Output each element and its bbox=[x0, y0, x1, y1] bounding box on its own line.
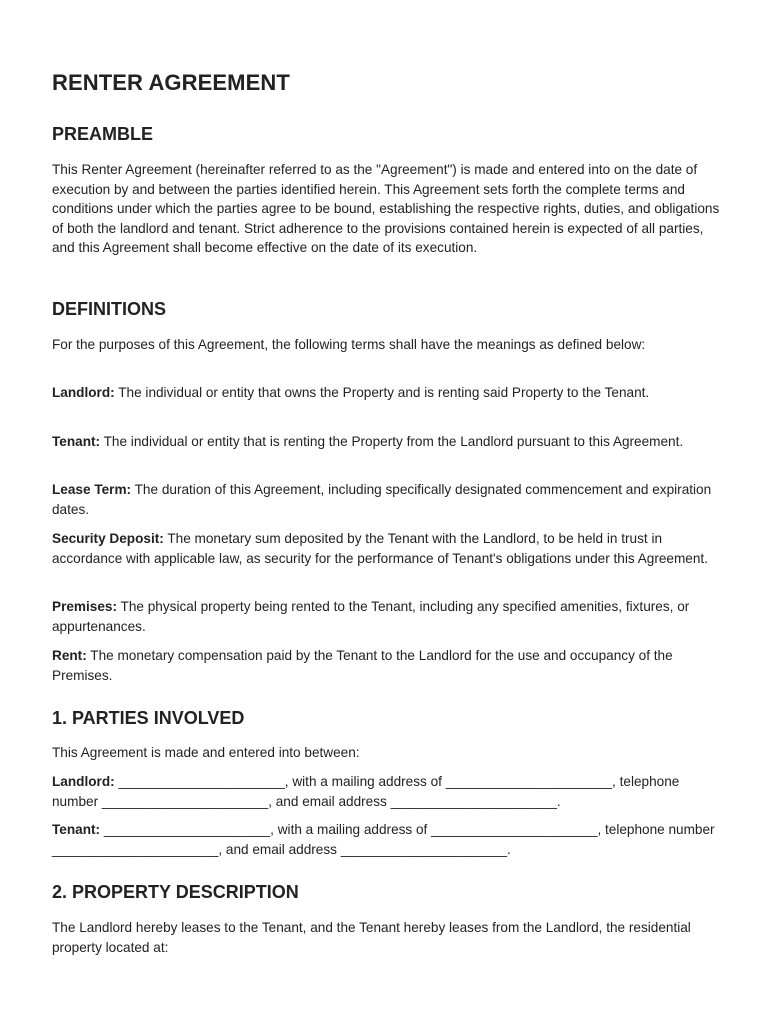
definition-lease-term bbox=[52, 480, 720, 519]
party-fill-in-text: ______________________, with a mailing address of ______________________, telephone number ______________________, and email address ______________________. bbox=[52, 774, 680, 809]
definition-term: Rent: bbox=[52, 648, 87, 663]
preamble-heading: PREAMBLE bbox=[52, 124, 154, 144]
definitions-heading: DEFINITIONS bbox=[52, 299, 167, 319]
definition-text: The duration of this Agreement, including specifically designated commencement and expiration dates. bbox=[52, 482, 712, 517]
parties-landlord bbox=[52, 772, 720, 811]
definition-term: Tenant: bbox=[52, 434, 101, 449]
party-label: Tenant: bbox=[52, 822, 101, 837]
definition-text: The monetary sum deposited by the Tenant with the Landlord, to be held in trust in accordance with applicable law, as security for the performance of Tenant's obligations under this Agreement. bbox=[52, 531, 708, 566]
definition-premises bbox=[52, 597, 720, 636]
definition-text: The individual or entity that is renting the Property from the Landlord pursuant to this Agreement. bbox=[100, 434, 684, 449]
parties-intro: This Agreement is made and entered into between: bbox=[52, 745, 360, 760]
definition-term: Security Deposit: bbox=[52, 531, 164, 546]
definition-tenant bbox=[52, 432, 720, 452]
definition-term: Lease Term: bbox=[52, 482, 132, 497]
definition-text: The monetary compensation paid by the Tenant to the Landlord for the use and occupancy of the Premises. bbox=[52, 648, 673, 683]
definition-text: The physical property being rented to the Tenant, including any specified amenities, fixtures, or appurtenances. bbox=[52, 599, 690, 634]
party-fill-in-text: ______________________, with a mailing address of ______________________, telephone number ______________________, and email address ______________________. bbox=[52, 822, 715, 857]
definition-landlord bbox=[52, 383, 720, 403]
document-title: RENTER AGREEMENT bbox=[52, 70, 290, 95]
definition-text: The individual or entity that owns the Property and is renting said Property to the Tenant. bbox=[114, 385, 650, 400]
definition-term: Landlord: bbox=[52, 385, 115, 400]
definition-rent bbox=[52, 646, 720, 685]
parties-tenant bbox=[52, 820, 720, 859]
preamble-text: This Renter Agreement (hereinafter referred to as the "Agreement") is made and entered into on the date of execution by and between the parties identified herein. This Agreement sets forth the complete terms and conditions under which the parties agree to be bound, establishing the respective rights, duties, and obligations of both the landlord and tenant. Strict adherence to the provisions contained herein is expected of all parties, and this Agreement shall become effective on the date of its execution. bbox=[52, 162, 720, 256]
parties-heading: 1. PARTIES INVOLVED bbox=[52, 708, 245, 728]
definitions-intro: For the purposes of this Agreement, the following terms shall have the meanings as defined below: bbox=[52, 337, 646, 352]
property-heading: 2. PROPERTY DESCRIPTION bbox=[52, 882, 299, 902]
party-label: Landlord: bbox=[52, 774, 115, 789]
definition-security-deposit bbox=[52, 529, 720, 568]
property-text: The Landlord hereby leases to the Tenant, and the Tenant hereby leases from the Landlord, the residential property located at: bbox=[52, 920, 691, 955]
definition-term: Premises: bbox=[52, 599, 117, 614]
